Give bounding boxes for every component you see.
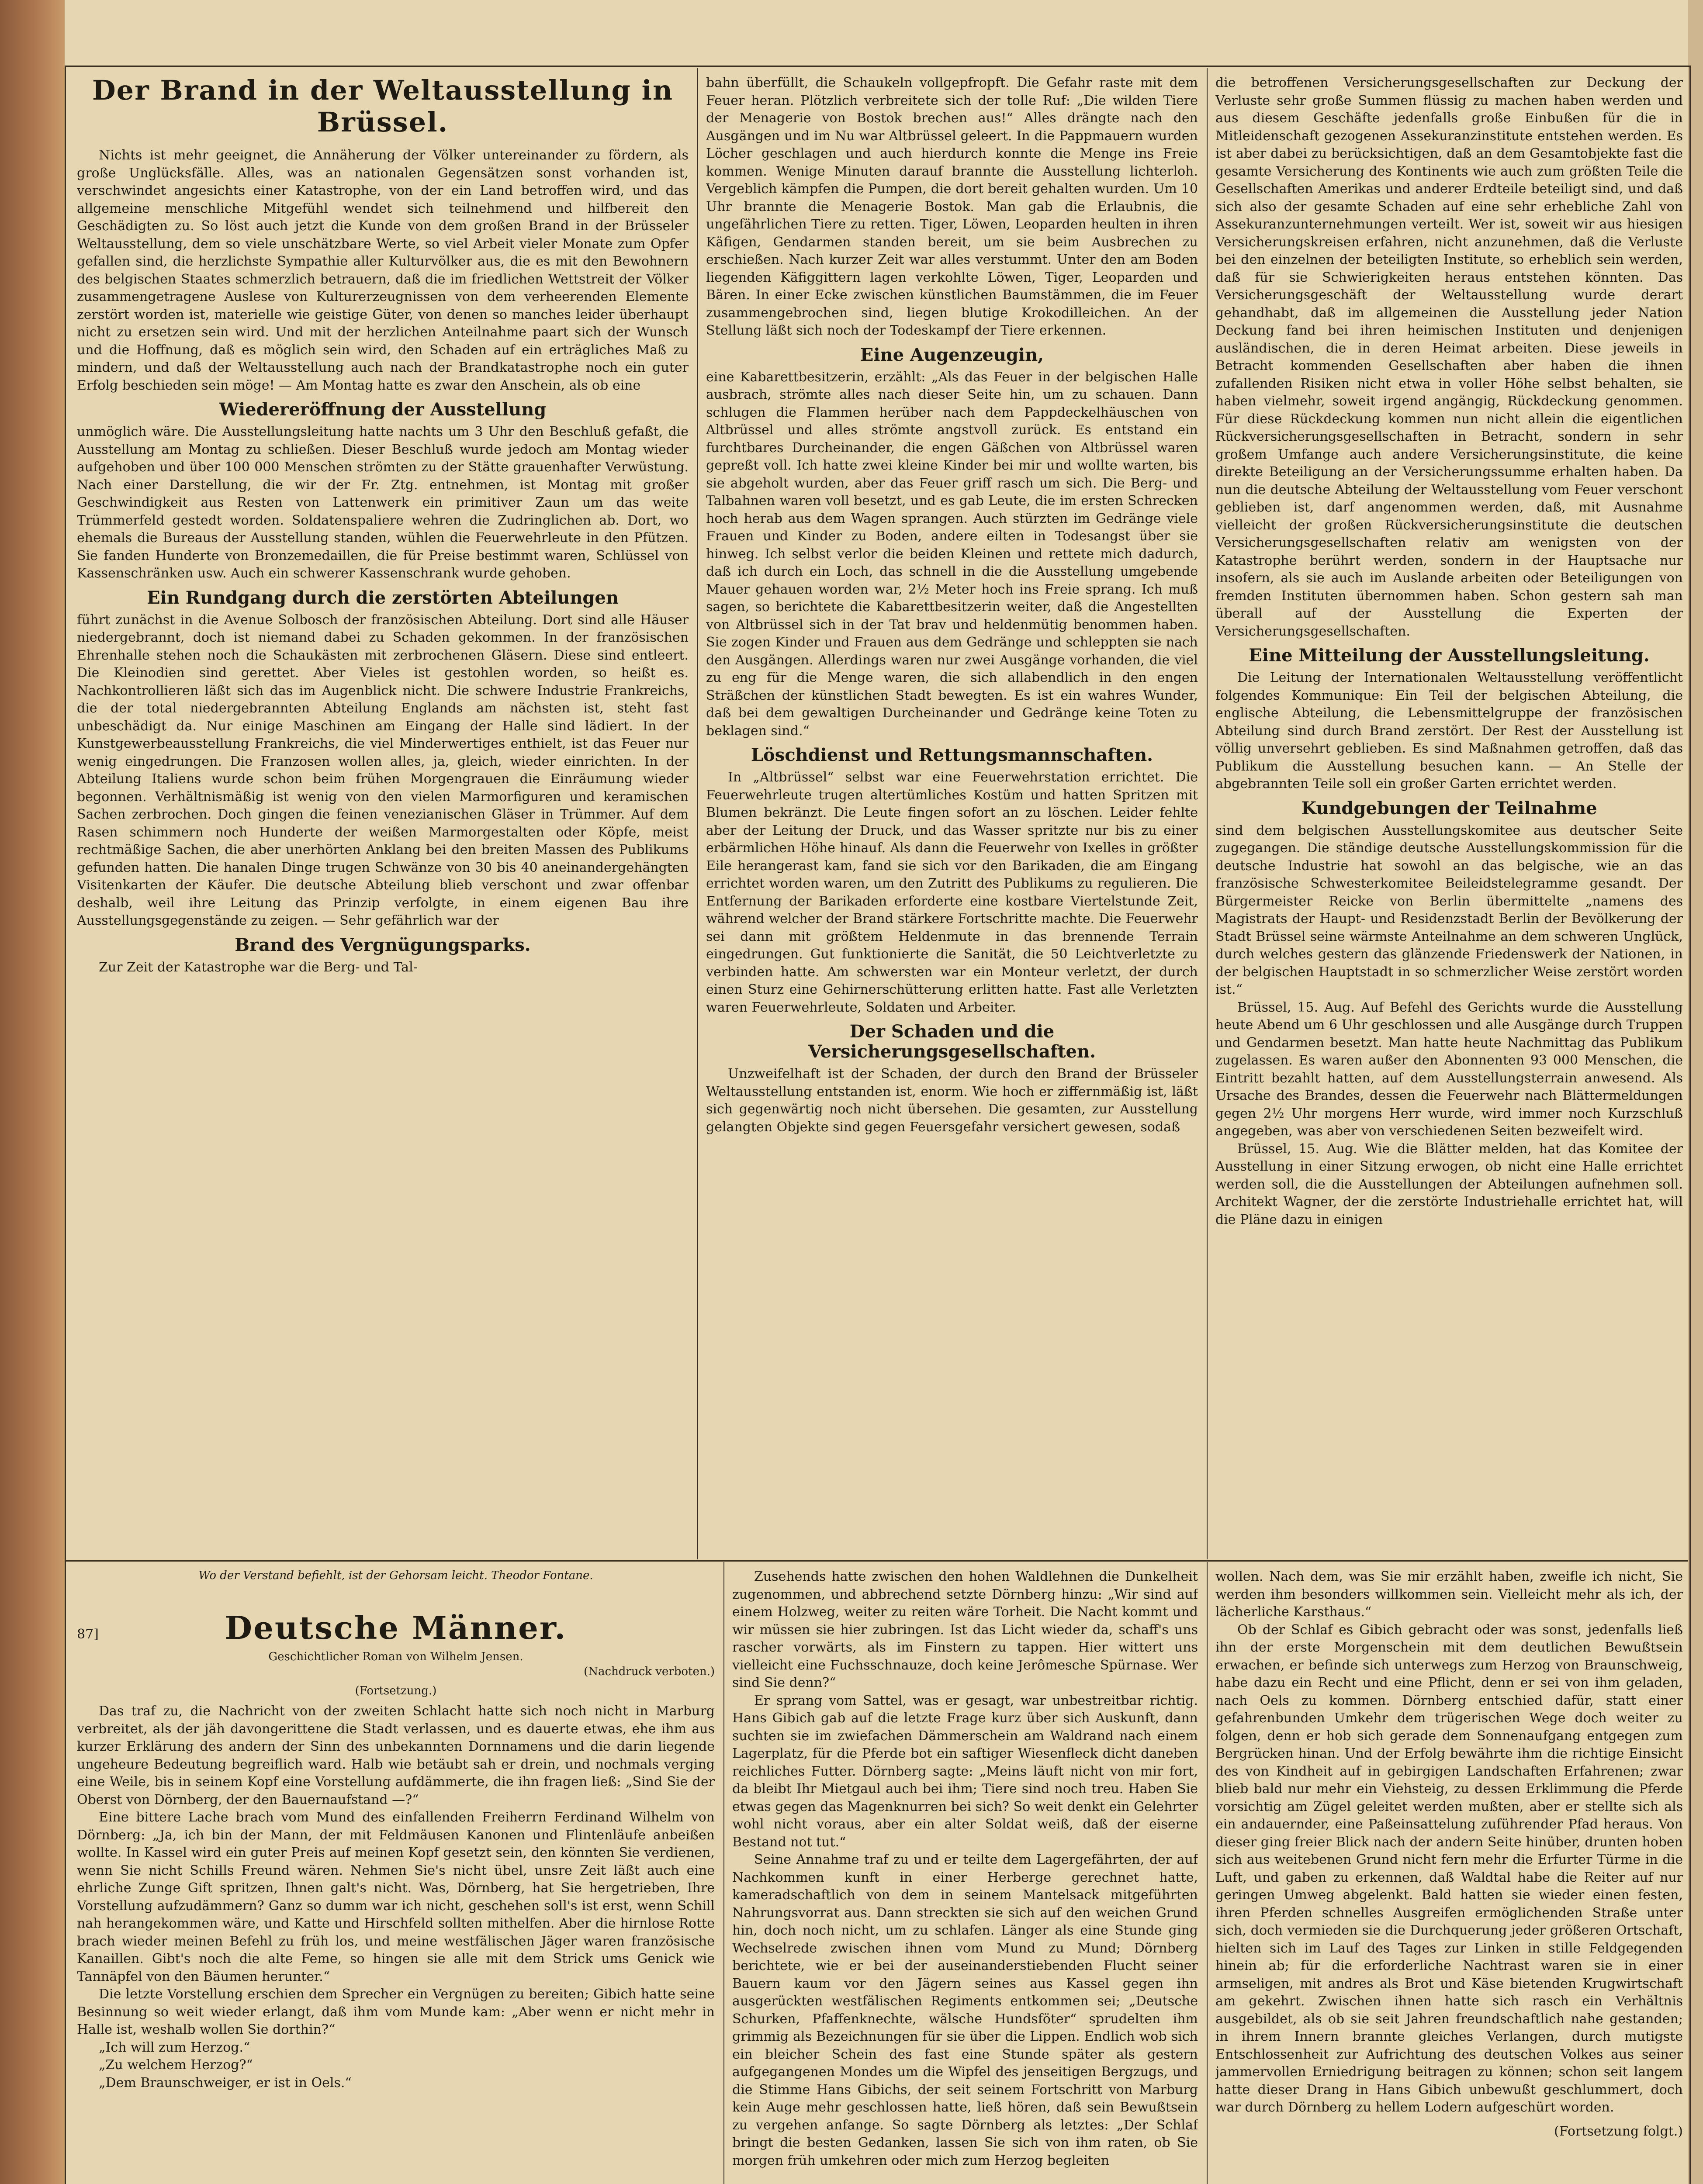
paragraph: „Dem Braunschweiger, er ist in Oels.“ [99, 2075, 352, 2091]
column-rule [723, 1562, 724, 2184]
paragraph: Unzweifelhaft ist der Schaden, der durch den Brand der Brüsseler Weltausstellung entstanden ist, enorm. Wie hoch er ziffernmäßig ist, läßt sich gegenwärtig noch nicht übersehen. Die gesamten, zur Ausstellung gelangten Objekte sind gegen Feuersgefahr versichert gewesen, sodaß [706, 1066, 1198, 1135]
paragraph: bahn überfüllt, die Schaukeln vollgepfropft. Die Gefahr raste mit dem Feuer heran. Plötzlich verbreitete sich der tolle Ruf: „Die wilden Tiere der Menagerie von Bostok brechen aus!“ Alles drängte nach den Ausgängen und im Nu war Altbrüssel geleert. In die Pappmauern wurden Löcher geschlagen und auch hierdurch konnte die Menge ins Freie kommen. Wenige Minuten darauf brannte die Ausstellung lichterloh. Vergeblich kämpfen die Pumpen, die dort bereit gehalten wurden. Um 10 Uhr brannte die Menagerie Bostok. Man gab die Erlaubnis, die ungefährlichen Tiere zu retten. Tiger, Löwen, Leoparden heulten in ihren Käfigen, Gendarmen standen bereit, um sie beim Ausbrechen zu erschießen. Nach kurzer Zeit war alles verstummt. Unter den am Boden liegenden Käfiggittern lagen verkohlte Löwen, Tiger, Leoparden und Bären. In einer Ecke zwischen künstlichen Baumstämmen, die im Feuer zusammengebrochen sind, liegen blutige Krokodilleichen. An der Stellung läßt sich noch der Todeskampf der Tiere erkennen. [706, 75, 1198, 338]
serial-column-2 [732, 1568, 1198, 2184]
article-column-3 [1215, 74, 1683, 1557]
paragraph: Zusehends hatte zwischen den hohen Waldlehnen die Dunkelheit zugenommen, und abbrechend setzte Dörnberg hinzu: „Wir sind auf einem Holzweg, weiter zu reiten wäre Torheit. Die Nacht kommt und wir müssen sie hier zubringen. Ist das Licht wieder da, schaff's uns rascher vorwärts, als im Finstern zu tappen. Hier wittert uns vielleicht eine Fuchsschnauze, doch keine Jerômesche Spürnase. Wer sind Sie denn?“ [732, 1569, 1198, 1690]
serial-subtitle: Geschichtlicher Roman von Wilhelm Jensen. [268, 1650, 523, 1663]
paragraph: Brüssel, 15. Aug. Wie die Blätter melden, hat das Komitee der Ausstellung in einer Sitzung erwogen, ob nicht eine Halle errichtet werden soll, die die Ausstellungen der Abteilungen aufnehmen soll. Architekt Wagner, der die zerstörte Industriehalle errichtet hat, will die Pläne dazu in einigen [1215, 1141, 1683, 1227]
paragraph: Seine Annahme traf zu und er teilte dem Lagergefährten, der auf Nachkommen kunft in einer Herberge gerechnet hatte, kameradschaftlich von dem in seinem Mantelsack mitgeführten Nahrungsvorrat aus. Dann streckten sie sich auf den weichen Grund hin, doch noch nicht, um zu schlafen. Länger als eine Stunde ging Wechselrede zwischen ihnen vom Mund zu Mund; Dörnberg berichtete, wie er bei der auseinanderstiebenden Flucht seiner Bauern kaum vor den Jägern seines aus Kassel gegen ihn ausgerückten westfälischen Regiments entkommen sei; „Deutsche Schurken, Pfaffenknechte, wälsche Hundsföter“ sprudelten ihm grimmig als Bezeichnungen für sie über die Lippen. Endlich wob sich ein bleicher Schein des fast eine Stunde später als gestern aufgegangenen Mondes um die Wipfel des jenseitigen Bergzugs, und die Stimme Hans Gibichs, der seit seinem Fortschritt von Marburg kein Auge mehr geschlossen hatte, ließ hören, daß sein Bewußtsein zu vergehen anfange. So sagte Dörnberg als letztes: „Der Schlaf bringt die besten Gedanken, lassen Sie sich von ihm raten, ob Sie morgen früh umkehren oder mich zum Herzog begleiten [732, 1852, 1198, 2168]
paragraph: Brüssel, 15. Aug. Auf Befehl des Gerichts wurde die Ausstellung heute Abend um 6 Uhr geschlossen und alle Ausgänge durch Truppen und Gendarmen besetzt. Man hatte heute Nachmittag das Publikum zugelassen. Es waren außer den Abonnenten 93 000 Menschen, die Eintritt bezahlt hatten, auf dem Ausstellungsterrain anwesend. Als Ursache des Brandes, dessen die Feuerwehr nach Blättermeldungen gegen 2½ Uhr morgens Herr wurde, wird immer noch Kurzschluß angegeben, was aber von verschiedenen Seiten bezweifelt wird. [1215, 999, 1683, 1139]
section-heading: Kundgebungen der Teilnahme [1301, 798, 1597, 819]
section-heading: Brand des Vergnügungsparks. [235, 934, 531, 955]
paragraph: Eine bittere Lache brach vom Mund des einfallenden Freiherrn Ferdinand Wilhelm von Dörnberg: „Ja, ich bin der Mann, der mit Feldmäusen Kanonen und Flintenläufe anbeißen wollte. In Kassel wird ein guter Preis auf meinen Kopf gesetzt sein, den könnten Sie verdienen, wenn Sie nicht Schills Freund wären. Nehmen Sie's nicht übel, unsre Zeit läßt auch eine ehrliche Zunge Gift spritzen, Ihnen galt's nicht. Was, Dörnberg, hat Sie hergetrieben, Ihre Vorstellung aufzudämmern? Ganz so dumm war ich nicht, geschehen soll's ist erst, wenn Schill nah herangekommen wäre, und Katte und Hirschfeld sollten mithelfen. Aber die hirnlose Rotte brach wieder meinen Befehl zu früh los, und meine westfälischen Jäger waren französische Kanaillen. Gibt's noch die alte Feme, so hingen sie alle mit dem Strick ums Genick wie Tannäpfel von den Bäumen herunter.“ [77, 1810, 715, 1984]
paragraph: Er sprang vom Sattel, was er gesagt, war unbestreitbar richtig. Hans Gibich gab auf die letzte Frage kurz über sich Auskunft, dann suchten sie im zwiefachen Dämmerschein am Waldrand nach einem Lagerplatz, für die Pferde bot ein saftiger Wiesenfleck dicht daneben reichliches Futter. Dörnberg sagte: „Meins läuft nicht von mir fort, da bleibt Ihr Mietgaul auch bei ihm; Tiere sind noch treu. Haben Sie etwas gegen das Magenknurren bei sich? So weit denkt ein Gelehrter wohl nicht voraus, aber ein alter Soldat weiß, daß der eiserne Bestand not tut.“ [732, 1693, 1198, 1850]
binding-edge [0, 0, 65, 2184]
to-be-continued: (Fortsetzung folgt.) [1554, 2123, 1683, 2139]
serial-column-1 [77, 1568, 715, 2184]
section-heading: Der Schaden und die Versicherungsgesellschaften. [808, 1021, 1096, 1062]
section-heading: Eine Mitteilung der Ausstellungsleitung. [1249, 645, 1650, 666]
column-rule [1207, 68, 1208, 1559]
paragraph: wollen. Nach dem, was Sie mir erzählt haben, zweifle ich nicht, Sie werden ihm besonders willkommen sein. Vielleicht mehr als ich, der lächerliche Karsthaus.“ [1215, 1569, 1683, 1620]
section-heading: Löschdienst und Rettungsmannschaften. [751, 745, 1153, 765]
column-rule [697, 68, 698, 1559]
serial-title: Deutsche Männer. [225, 1609, 567, 1646]
paragraph: die betroffenen Versicherungsgesellschaften zur Deckung der Verluste sehr große Summen flüssig zu machen haben werden und aus diesem Geschäfte jedenfalls große Einbußen für die in Mitleidenschaft gezogenen Assekuranzinstitute entstehen werden. Es ist aber dabei zu berücksichtigen, daß an dem Gesamtobjekte fast die gesamte Versicherung des Kontinents wie auch zum größten Teile die Gesellschaften Amerikas und anderer Erdteile beteiligt sind, und daß sich also der gesamte Schaden auf eine sehr erhebliche Zahl von Assekuranzunternehmungen verteilt. Wer ist, soweit wir aus hiesigen Versicherungskreisen erfahren, nicht anzunehmen, daß die Verluste bei den einzelnen der beteiligten Institute, so erheblich sein werden, daß für sie Schwierigkeiten heraus entstehen könnten. Das Versicherungsgeschäft der Weltausstellung wurde derart gehandhabt, daß im allgemeinen die Ausstellung jeder Nation Deckung fand bei ihren heimischen Instituten und denjenigen ausländischen, die in deren Heimat arbeiten. Diese jeweils in Betracht kommenden Gesellschaften aber haben die ihnen zufallenden Risiken nicht etwa in voller Höhe selbst behalten, sie haben vielmehr, soweit irgend angängig, Rückdeckung genommen. Für diese Rückdeckung kommen nun nicht allein die eigentlichen Rückversicherungsgesellschaften in Betracht, sondern in sehr großem Umfange auch andere Versicherungsinstitute, die keine direkte Beteiligung an der Versicherungssumme erhalten haben. Da nun die deutsche Abteilung der Weltausstellung vom Feuer verschont geblieben ist, darf angenommen werden, daß, mit Ausnahme vielleicht der großen Rückversicherungsinstitute die deutschen Versicherungsgesellschaften relativ am wenigsten von der Katastrophe berührt werden, sondern in der Hauptsache nur insofern, als sie auch im Auslande arbeiten oder Beteiligungen von fremden Instituten übernommen haben. Schon gestern sah man überall auf der Ausstellung die Experten der Versicherungsgesellschaften. [1215, 75, 1683, 639]
reprint-notice: (Nachdruck verboten.) [584, 1665, 715, 1678]
paragraph: führt zunächst in die Avenue Solbosch der französischen Abteilung. Dort sind alle Häuser niedergebrannt, doch ist niemand dabei zu Schaden gekommen. In der französischen Ehrenhalle stehen noch die Schaukästen mit zerbrochenen Gläsern. Diese sind entleert. Die Kleinodien sind gerettet. Aber Vieles ist gestohlen worden, so heißt es. Nachkontrollieren läßt sich das im Augenblick nicht. Die schwere Industrie Frankreichs, die der total niedergebrannten Abteilung Englands am nächsten ist, steht fast unbeschädigt da. Nur einige Maschinen am Eingang der Halle sind lädiert. In der Kunstgewerbeausstellung Frankreichs, die viel Minderwertiges enthielt, ist das Feuer nur wenig eingedrungen. Die Franzosen wollen alles, ja, gleich, wieder einrichten. In der Abteilung Italiens wurde schon beim frühen Morgengrauen die Einräumung wieder begonnen. Verhältnismäßig ist wenig von den vielen Marmorfiguren und keramischen Sachen zerbrochen. Doch gingen die feinen venezianischen Gläser in Trümmer. Auf dem Rasen schimmern noch Hunderte der weißen Marmorgestalten oder Köpfe, meist rechtmäßige Sachen, die aber unerhörten Anklang bei den breiten Massen des Publikums gefunden hatten. Die hanalen Dinge trugen Schwänze von 30 bis 40 aneinandergehängten Visitenkarten der Käufer. Die deutsche Abteilung blieb verschont und zwar offenbar deshalb, weil ihre Leitung das Prinzip verfolgte, in einem eigenen Bau ihre Ausstellungsgegenstände zu zeigen. — Sehr gefährlich war der [77, 612, 689, 929]
paragraph: unmöglich wäre. Die Ausstellungsleitung hatte nachts um 3 Uhr den Beschluß gefaßt, die Ausstellung am Montag zu schließen. Dieser Beschluß wurde jedoch am Montag wieder aufgehoben und über 100 000 Menschen strömten zu der Stätte grauenhafter Verwüstung. Nach einer Darstellung, die wir der Fr. Ztg. entnehmen, ist Montag mit großer Geschwindigkeit aus Resten von Lattenwerk ein primitiver Zaun um das weite Trümmerfeld gestedt worden. Soldatenspaliere wehren die Zudringlichen ab. Dort, wo ehemals die Bureaus der Ausstellung standen, wühlen die Feuerwehrleute in den Pfützen. Sie fanden Hunderte von Bronzemedaillen, die für Preise bestimmt waren, Schlüssel von Kassenschränken usw. Auch ein schwerer Kassenschrank wurde gehoben. [77, 424, 689, 581]
feuilleton-separator [66, 1560, 1688, 1562]
serial-motto: Wo der Verstand befiehlt, ist der Gehorsam leicht. Theodor Fontane. [198, 1569, 593, 1582]
serial-number: 87] [77, 1627, 99, 1642]
section-heading: Ein Rundgang durch die zerstörten Abteilungen [147, 587, 619, 608]
article-headline: Der Brand in der Weltausstellung in Brüssel. [92, 74, 674, 138]
paragraph: „Ich will zum Herzog.“ [99, 2039, 250, 2055]
paragraph: Die letzte Vorstellung erschien dem Sprecher ein Vergnügen zu bereiten; Gibich hatte seine Besinnung so weit wieder erlangt, daß ihm vom Munde kam: „Aber wenn er nicht mehr in Halle ist, weshalb wollen Sie dorthin?“ [77, 1987, 715, 2037]
article-column-1 [77, 74, 689, 1557]
article-column-2 [706, 74, 1198, 1557]
serial-column-3 [1215, 1568, 1683, 2184]
section-heading: Wiedereröffnung der Ausstellung [219, 399, 547, 420]
column-rule [1207, 1562, 1208, 2184]
paragraph: Zur Zeit der Katastrophe war die Berg- und Tal- [99, 959, 418, 975]
paragraph: Das traf zu, die Nachricht von der zweiten Schlacht hatte sich noch nicht in Marburg verbreitet, als der jäh davongerittene die Stadt verlassen, und es dauerte etwas, ehe ihm aus kurzer Erklärung des andern der Sinn des unbekannten Dornnamens und die darin liegende ungeheure Bedeutung begreiflich ward. Halb wie betäubt sah er drein, und nochmals verging eine Weile, bis in seinem Kopf eine Vorstellung aufdämmerte, die ihn fragen ließ: „Sind Sie der Oberst von Dörnberg, der den Bauernaufstand —?“ [77, 1704, 715, 1807]
paragraph: „Zu welchem Herzog?“ [99, 2057, 253, 2073]
paragraph: Die Leitung der Internationalen Weltausstellung veröffentlicht folgendes Kommunique: Ein Teil der belgischen Abteilung, die englische Abteilung, die Lebensmittelgruppe der französischen Abteilung sind durch Brand zerstört. Der Rest der Ausstellung ist völlig unversehrt geblieben. Es sind Maßnahmen getroffen, daß das Publikum die Ausstellung besuchen kann. — An Stelle der abgebrannten Teile soll ein großer Garten errichtet werden. [1215, 670, 1683, 791]
paragraph: sind dem belgischen Ausstellungskomitee aus deutscher Seite zugegangen. Die ständige deutsche Ausstellungskommission für die deutsche Industrie hat sowohl an das belgische, wie an das französische Schwesterkomitee Beileidstelegramme gesandt. Der Bürgermeister Reicke von Berlin übermittelte „namens des Magistrats der Haupt- und Residenzstadt Berlin der Bevölkerung der Stadt Brüssel seine wärmste Anteilnahme an dem schweren Unglück, durch welches gestern das glänzende Friedenswerk der Nationen, in der belgischen Hauptstadt in so schmerzlicher Weise zerstört worden ist.“ [1215, 822, 1683, 997]
paragraph: In „Altbrüssel“ selbst war eine Feuerwehrstation errichtet. Die Feuerwehrleute trugen altertümliches Kostüm und hatten Spritzen mit Blumen bekränzt. Die Leute fingen sofort an zu löschen. Leider fehlte aber der Leitung der Druck, und das Wasser spritzte nur bis zu einer erbärmlichen Höhe hinauf. Als dann die Feuerwehr von Ixelles in größter Eile herangerast kam, fand sie sich vor den Barikaden, die am Eingang errichtet worden waren, um den Zutritt des Publikums zu regulieren. Die Entfernung der Barikaden erforderte eine kostbare Viertelstunde Zeit, während welcher der Brand stärkere Fortschritte machte. Die Feuerwehr sei dann mit größtem Heldenmute in das brennende Terrain eingedrungen. Gut funktionierte die Sanität, die 50 Leichtverletzte zu verbinden hatte. Am schwersten war ein Monteur verletzt, der durch einen Sturz eine Gehirnerschütterung erlitten hatte. Fast alle Verletzten waren Feuerwehrleute, Soldaten und Arbeiter. [706, 770, 1198, 1015]
section-heading: Eine Augenzeugin, [860, 344, 1044, 365]
paragraph: Ob der Schlaf es Gibich gebracht oder was sonst, jedenfalls ließ ihn der erste Morgenschein mit dem deutlichen Bewußtsein erwachen, er befinde sich unterwegs zum Herzog von Braunschweig, habe dazu ein Recht und eine Pflicht, denn er sei von ihm geladen, nach Oels zu kommen. Dörnberg entschied dafür, statt einer gefahrenbunden Umkehr dem trügerischen Wege doch weiter zu folgen, denn er hob sich gerade dem Sonnenaufgang entgegen zum Bergrücken hinan. Und der Erfolg bewährte ihm die richtige Einsicht des von Kindheit auf in gebirgigen Landschaften Erfahrenen; zwar blieb bald nur mehr ein Viehsteig, zu dessen Erklimmung die Pferde vorsichtig am Zügel geleitet werden mußten, aber er stellte sich als ein andauernder, eine Paßeinsattelung zuführender Pfad heraus. Von dieser ging freier Blick nach der andern Seite hinüber, drunten hoben sich aus weitebenen Grund nicht fern mehr die Erfurter Türme in die Luft, und gaben zu erkennen, daß Waldtal habe die Reiter auf nur geringen Umweg abgelenkt. Bald hatten sie wieder einen festen, ihren Pferden schnelles Ausgreifen ermöglichenden Straße unter sich, doch vermieden sie die Durchquerung jeder größeren Ortschaft, hielten sich im Lauf des Tages zur Linken in stille Feldgegenden hinein ab; für die erforderliche Nachtrast waren sie in einer armseligen, mit andres als Brot und Käse bietenden Krugwirtschaft am gekehrt. Zwischen ihnen hatte sich rasch ein Verhältnis ausgebildet, als ob sie seit Jahren freundschaftlich nahe gestanden; in ihrem Innern brannte gleiches Verlangen, durch mutigste Entschlossenheit zur Aufrichtung des deutschen Volkes aus seiner jammervollen Erniedrigung beitragen zu können; schon seit langem hatte dieser Drang in Hans Gibich unbewußt geschlummert, doch war durch Dörnberg zu hellem Lodern aufgeschürt worden. [1215, 1622, 1683, 2115]
paragraph: Nichts ist mehr geeignet, die Annäherung der Völker untereinander zu fördern, als große Unglücksfälle. Alles, was an nationalen Gegensätzen sonst vorhanden ist, verschwindet angesichts einer Katastrophe, von der ein Land betroffen wird, und das allgemeine menschliche Mitgefühl wendet sich teilnehmend und hilfbereit den Geschädigten zu. So löst auch jetzt die Kunde von dem großen Brand in der Brüsseler Weltausstellung, dem so viele unschätzbare Werte, so viel Arbeit vieler Monate zum Opfer gefallen sind, die herzlichste Sympathie aller Kulturvölker aus, die es mit den Bewohnern des belgischen Staates schmerzlich betrauern, daß die im friedlichen Wettstreit der Völker zusammengetragene Auslese von Kulturerzeugnissen von dem verheerenden Elemente zerstört worden ist, materielle wie geistige Güter, von denen so manches leider überhaupt nicht zu ersetzen sein wird. Und mit der herzlichen Anteilnahme paart sich der Wunsch und die Hoffnung, daß es möglich sein wird, den Schaden auf ein erträgliches Maß zu mindern, und daß der Weltausstellung auch nach der Brandkatastrophe noch ein guter Erfolg beschieden sein möge! — Am Montag hatte es zwar den Anschein, als ob eine [77, 148, 689, 393]
paragraph: eine Kabarettbesitzerin, erzählt: „Als das Feuer in der belgischen Halle ausbrach, strömte alles nach dieser Seite hin, um zu schauen. Dann schlugen die Flammen herüber nach dem Pappdeckelhäuschen von Altbrüssel und alles strömte angstvoll zurück. Es entstand ein furchtbares Durcheinander, die engen Gäßchen von Altbrüssel waren gepreßt voll. Ich hatte zwei kleine Kinder bei mir und wollte warten, bis sie abgeholt wurden, aber das Feuer griff rasch um sich. Die Berg- und Talbahnen waren voll besetzt, und es gab Leute, die im ersten Schrecken hoch herab aus dem Wagen sprangen. Auch stürzten im Gedränge viele Frauen und Kinder zu Boden, andere eilten in Todesangst über sie hinweg. Ich selbst verlor die beiden Kleinen und rettete mich dadurch, daß ich durch ein Loch, das schnell in die die Ausstellung umgebende Mauer gehauen worden war, 2½ Meter hoch ins Freie sprang. Ich muß sagen, so berichtete die Kabarettbesitzerin weiter, daß die Angestellten von Altbrüssel sich in der Tat brav und heldenmütig benommen haben. Sie zogen Kinder und Frauen aus dem Gedränge und schleppten sie nach den Ausgängen. Allerdings waren nur zwei Ausgänge vorhanden, die viel zu eng für die Menge waren, die sich allabendlich in den engen Sträßchen der künstlichen Stadt bewegten. Es ist ein wahres Wunder, daß bei dem gewaltigen Durcheinander und Gedränge keine Toten zu beklagen sind.“ [706, 369, 1198, 739]
continuation-note: (Fortsetzung.) [355, 1684, 437, 1697]
